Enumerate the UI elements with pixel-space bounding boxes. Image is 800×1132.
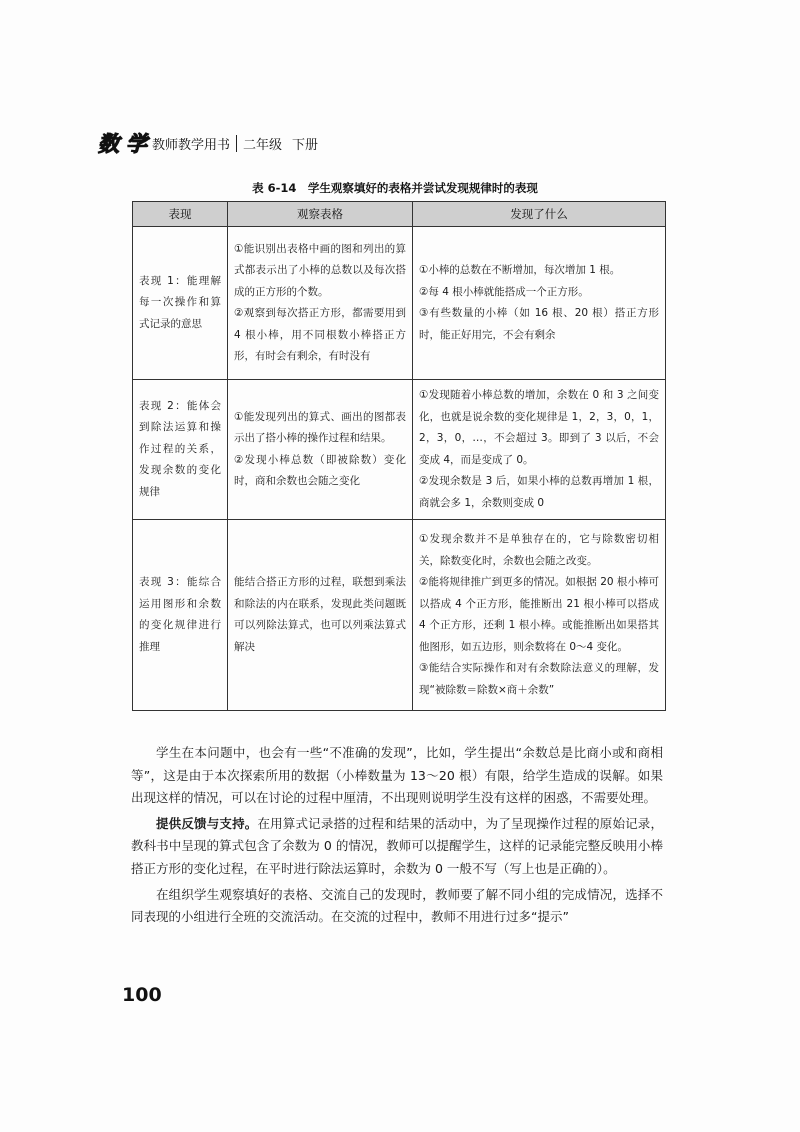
discovery-cell: [413, 227, 666, 380]
paragraph-text: 在用算式记录搭的过程和结果的活动中，为了呈现操作过程的原始记录，教科书中呈现的算式包含了余数为 0 的情况，教师可以提醒学生，这样的记录能完整反映用小棒搭正方形的变化过程，在平时进行除法运算时，余数为 0 一般不写（写上也是正确的）。: [131, 815, 663, 876]
header-divider: [236, 135, 237, 152]
discovery-line: ①小棒的总数在不断增加，每次增加 1 根。: [419, 264, 621, 276]
body-paragraph: [131, 884, 663, 929]
paragraph-lead: 提供反馈与支持。: [156, 815, 258, 831]
observation-table: [132, 201, 666, 711]
grade-label: 二年级: [243, 137, 283, 153]
observation-line: ①能识别出表格中画的图和列出的算式都表示出了小棒的总数以及每次搭成的正方形的个数。: [234, 242, 406, 298]
table-row: [133, 520, 666, 711]
observation-line: ②观察到每次搭正方形，都需要用到 4 根小棒，用不同根数小棒搭正方形，有时会有剩余，有时没有: [234, 307, 406, 362]
discovery-cell: [413, 520, 666, 711]
table-row: [133, 227, 666, 380]
discovery-line: ①发现余数并不是单独存在的，它与除数密切相关，除数变化时，余数也会随之改变。: [419, 533, 659, 567]
body-paragraph: [131, 813, 663, 881]
column-header-observation: 观察表格: [228, 202, 413, 227]
observation-line: ②发现小棒总数（即被除数）变化时，商和余数也会随之变化: [234, 453, 406, 487]
volume-label: 下册: [292, 137, 319, 153]
page-number: 100: [122, 984, 162, 1006]
table-row: [133, 380, 666, 520]
observation-line: ①能发现列出的算式、画出的图都表示出了搭小棒的操作过程和结果。: [234, 410, 406, 444]
discovery-line: ①发现随着小棒总数的增加，余数在 0 和 3 之间变化，也就是说余数的变化规律是 1，2，3，0，1，2，3，0，…，不会超过 3。即到了 3 以后，不会变成 4，而是变成了 0。: [419, 389, 659, 466]
body-paragraph: [131, 742, 663, 810]
running-header: [98, 128, 318, 158]
paragraph-text: 学生在本问题中，也会有一些“不准确的发现”，比如，学生提出“余数总是比商小或和商相等”，这是由于本次探索所用的数据（小棒数量为 13～20 根）有限，给学生造成的误解。如果出现这样的情况，可以在讨论的过程中厘清，不出现则说明学生没有这样的困惑，不需要处理。: [131, 745, 663, 806]
body-text: [131, 742, 663, 932]
column-header-discovery: 发现了什么: [413, 202, 666, 227]
performance-cell: 表现 1：能理解每一次操作和算式记录的意思: [133, 227, 228, 380]
performance-cell: 表现 2：能体会到除法运算和操作过程的关系，发现余数的变化规律: [133, 380, 228, 520]
table-header-row: [133, 202, 666, 227]
observation-cell: [228, 520, 413, 711]
logo-char-1: 数: [98, 131, 120, 156]
observation-line: 能结合搭正方形的过程，联想到乘法和除法的内在联系，发现此类问题既可以列除法算式，也可以列乘法算式解决: [234, 576, 406, 653]
performance-cell: 表现 3：能综合运用图形和余数的变化规律进行推理: [133, 520, 228, 711]
subject-logo: [98, 128, 148, 158]
discovery-line: ③能结合实际操作和对有余数除法意义的理解，发现“被除数＝除数×商＋余数”: [419, 662, 659, 696]
table-caption: 表 6-14 学生观察填好的表格并尝试发现规律时的表现: [252, 181, 538, 195]
paragraph-text: 在组织学生观察填好的表格、交流自己的发现时，教师要了解不同小组的完成情况，选择不同表现的小组进行全班的交流活动。在交流的过程中，教师不用进行过多“提示”: [131, 886, 663, 925]
observation-cell: [228, 380, 413, 520]
book-title: 教师教学用书: [152, 137, 231, 153]
logo-char-2: 学: [126, 131, 148, 156]
discovery-line: ③有些数量的小棒（如 16 根、20 根）搭正方形时，能正好用完，不会有剩余: [419, 307, 659, 341]
discovery-line: ②能将规律推广到更多的情况。如根据 20 根小棒可以搭成 4 个正方形，能推断出 21 根小棒可以搭成 4 个正方形，还剩 1 根小棒。或能推断出如果搭其他图形，如五边形，则余数将在 0～4 变化。: [419, 576, 659, 653]
column-header-performance: 表现: [133, 202, 228, 227]
discovery-cell: [413, 380, 666, 520]
observation-cell: [228, 227, 413, 380]
discovery-line: ②每 4 根小棒就能搭成一个正方形。: [419, 285, 589, 298]
discovery-line: ②发现余数是 3 后，如果小棒的总数再增加 1 根，商就会多 1，余数则变成 0: [419, 475, 659, 509]
